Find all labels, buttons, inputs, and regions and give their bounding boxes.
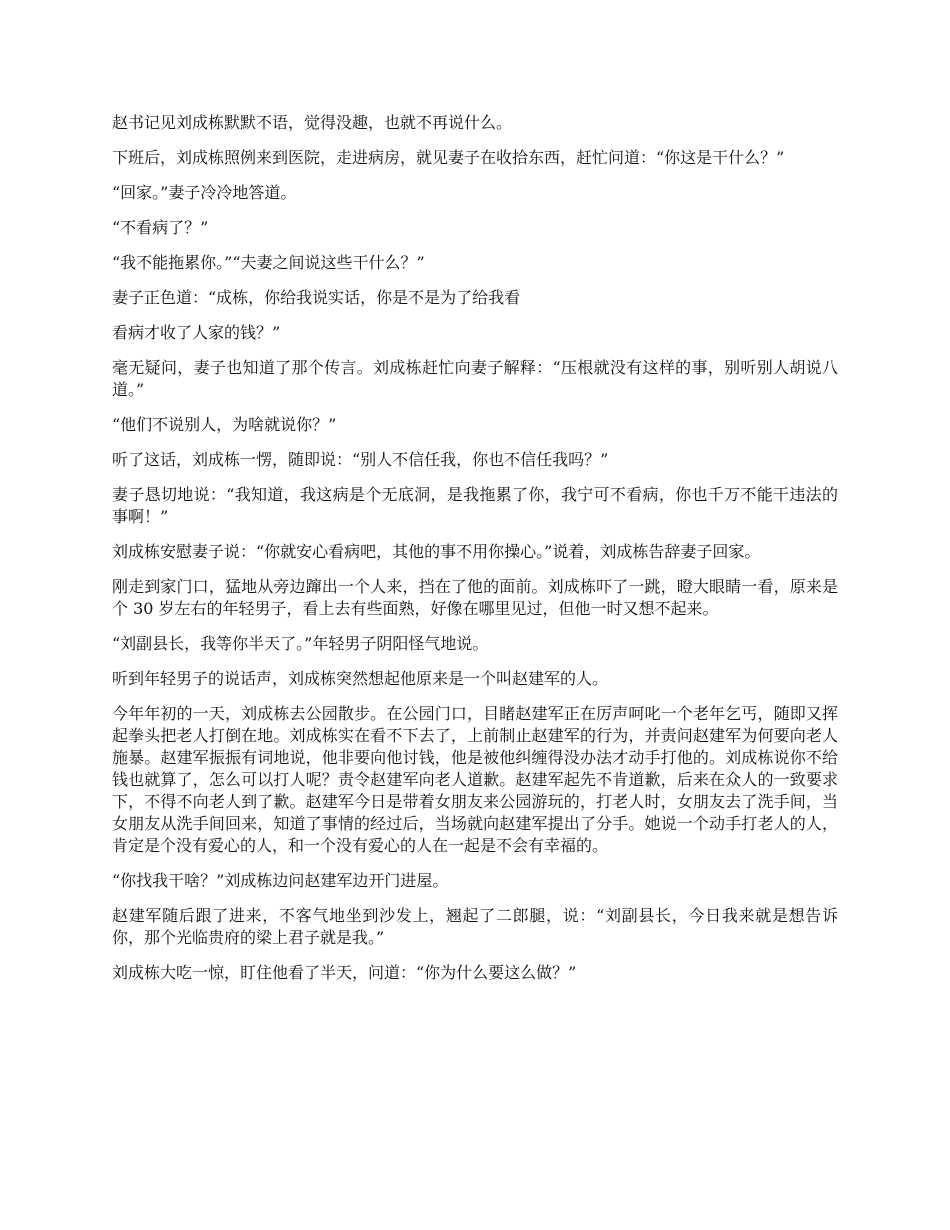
paragraph: 听到年轻男子的说话声，刘成栋突然想起他原来是一个叫赵建军的人。 [112,669,609,688]
paragraph: “不看病了？” [112,218,209,237]
paragraph: 刘成栋大吃一惊，盯住他看了半天，问道：“你为什么要这么做？” [112,963,577,982]
paragraph: 刚走到家门口，猛地从旁边蹿出一个人来，挡在了他的面前。刘成栋吓了一跳，瞪大眼睛一看，原来是个 30 岁左右的年轻男子，看上去有些面熟，好像在哪里见过，但他一时又想不起来。 [112,577,838,618]
paragraph: 刘成栋安慰妻子说：“你就安心看病吧，其他的事不用你操心。”说着，刘成栋告辞妻子回家。 [112,542,761,561]
paragraph: 下班后，刘成栋照例来到医院，走进病房，就见妻子在收拾东西，赶忙问道：“你这是干什么？” [112,148,785,167]
paragraph: 毫无疑问，妻子也知道了那个传言。刘成栋赶忙向妻子解释：“压根就没有这样的事，别听别人胡说八道。” [112,358,838,399]
paragraph: 听了这话，刘成栋一愣，随即说：“别人不信任我，你也不信任我吗？” [112,450,609,469]
document-page [112,112,838,997]
paragraph: 看病才收了人家的钱？” [112,323,281,342]
paragraph: 今年年初的一天，刘成栋去公园散步。在公园门口，目睹赵建军正在厉声呵叱一个老年乞丐，随即又挥起拳头把老人打倒在地。刘成栋实在看不下去了，上前制止赵建军的行为，并责问赵建军为何要向老人施暴。赵建军振振有词地说，他非要向他讨钱，他是被他纠缠得没办法才动手打他的。刘成栋说你不给钱也就算了，怎么可以打人呢？责令赵建军向老人道歉。赵建军起先不肯道歉，后来在众人的一致要求下，不得不向老人到了歉。赵建军今日是带着女朋友来公园游玩的，打老人时，女朋友去了洗手间，当女朋友从洗手间回来，知道了事情的经过后，当场就向赵建军提出了分手。她说一个动手打老人的人，肯定是个没有爱心的人，和一个没有爱心的人在一起是不会有幸福的。 [112,704,838,855]
paragraph: “我不能拖累你。”“夫妻之间说这些干什么？” [112,253,425,272]
paragraph: “你找我干啥？”刘成栋边问赵建军边开门进屋。 [112,871,449,890]
paragraph: 赵书记见刘成栋默默不语，觉得没趣，也就不再说什么。 [112,113,513,132]
paragraph: “他们不说别人，为啥就说你？” [112,415,337,434]
paragraph: “刘副县长，我等你半天了。”年轻男子阴阳怪气地说。 [112,634,489,653]
paragraph: “回家。”妻子冷冷地答道。 [112,183,297,202]
paragraph: 妻子正色道：“成栋，你给我说实话，你是不是为了给我看 [112,288,521,307]
paragraph: 赵建军随后跟了进来，不客气地坐到沙发上，翘起了二郎腿，说：“刘副县长，今日我来就是想告诉你，那个光临贵府的梁上君子就是我。” [112,906,838,947]
paragraph: 妻子恳切地说：“我知道，我这病是个无底洞，是我拖累了你，我宁可不看病，你也千万不能干违法的事啊！” [112,485,838,526]
